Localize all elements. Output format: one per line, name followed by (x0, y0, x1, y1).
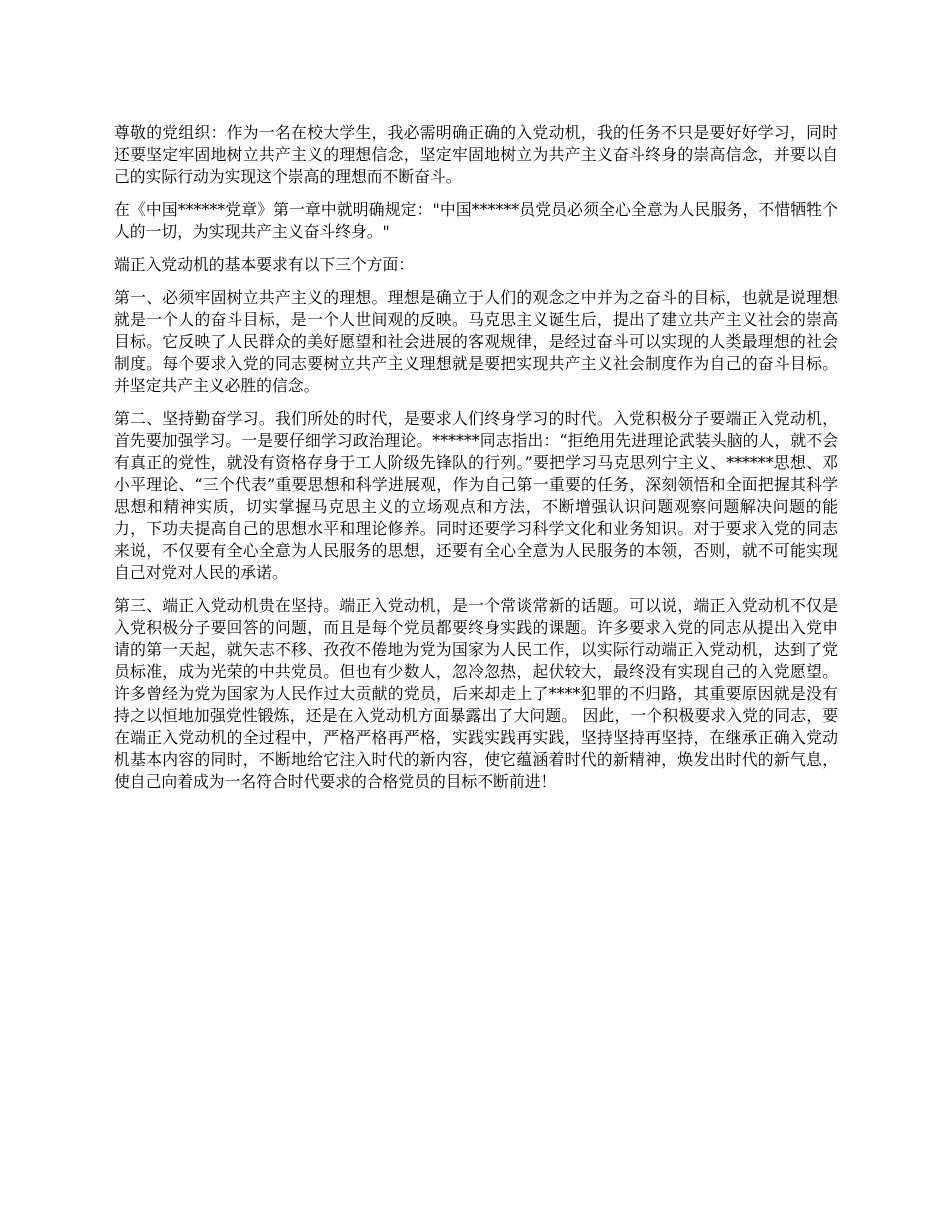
paragraph-second-requirement: 第二、坚持勤奋学习。我们所处的时代，是要求人们终身学习的时代。入党积极分子要端正入党动机，首先要加强学习。一是要仔细学习政治理论。******同志指出：“拒绝用先进理论武装头脑的人，就不会有真正的党性，就没有资格存身于工人阶级先锋队的行列。”要把学习马克思列宁主义、******思想、邓小平理论、“三个代表”重要思想和科学进展观，作为自己第一重要的任务，深刻领悟和全面把握其科学思想和精神实质，切实掌握马克思主义的立场观点和方法，不断增强认识问题观察问题解决问题的能力，下功夫提高自己的思想水平和理论修养。同时还要学习科学文化和业务知识。对于要求入党的同志来说，不仅要有全心全意为人民服务的思想，还要有全心全意为人民服务的本领，否则，就不可能实现自己对党对人民的承诺。 (114, 409, 838, 582)
paragraph-party-constitution-quote: 在《中国******党章》第一章中就明确规定："中国******员党员必须全心全意为人民服务，不惜牺牲个人的一切，为实现共产主义奋斗终身。" (114, 200, 838, 241)
paragraph-salutation: 尊敬的党组织：作为一名在校大学生，我必需明确正确的入党动机，我的任务不只是要好好学习，同时还要坚定牢固地树立共产主义的理想信念，坚定牢固地树立为共产主义奋斗终身的崇高信念，并要以自己的实际行动为实现这个崇高的理想而不断奋斗。 (114, 123, 838, 186)
paragraph-basic-requirements-intro: 端正入党动机的基本要求有以下三个方面： (114, 255, 415, 274)
paragraph-third-requirement: 第三、端正入党动机贵在坚持。端正入党动机，是一个常谈常新的话题。可以说，端正入党动机不仅是入党积极分子要回答的问题，而且是每个党员都要终身实践的课题。许多要求入党的同志从提出入党申请的第一天起，就矢志不移、孜孜不倦地为党为国家为人民工作，以实际行动端正入党动机，达到了党员标准，成为光荣的中共党员。但也有少数人，忽冷忽热，起伏较大，最终没有实现自己的入党愿望。许多曾经为党为国家为人民作过大贡献的党员，后来却走上了****犯罪的不归路，其重要原因就是没有持之以恒地加强党性锻炼，还是在入党动机方面暴露出了大问题。 因此，一个积极要求入党的同志，要在端正入党动机的全过程中，严格严格再严格，实践实践再实践，坚持坚持再坚持，在继承正确入党动机基本内容的同时，不断地给它注入时代的新内容，使它蕴涵着时代的新精神，焕发出时代的新气息，使自己向着成为一名符合时代要求的合格党员的目标不断前进！ (114, 596, 838, 791)
document-body (114, 122, 838, 804)
paragraph-first-requirement: 第一、必须牢固树立共产主义的理想。理想是确立于人们的观念之中并为之奋斗的目标，也就是说理想就是一个人的奋斗目标，是一个人世间观的反映。马克思主义诞生后，提出了建立共产主义社会的崇高目标。它反映了人民群众的美好愿望和社会进展的客观规律，是经过奋斗可以实现的人类最理想的社会制度。每个要求入党的同志要树立共产主义理想就是要把实现共产主义社会制度作为自己的奋斗目标。并坚定共产主义必胜的信念。 (114, 288, 838, 395)
